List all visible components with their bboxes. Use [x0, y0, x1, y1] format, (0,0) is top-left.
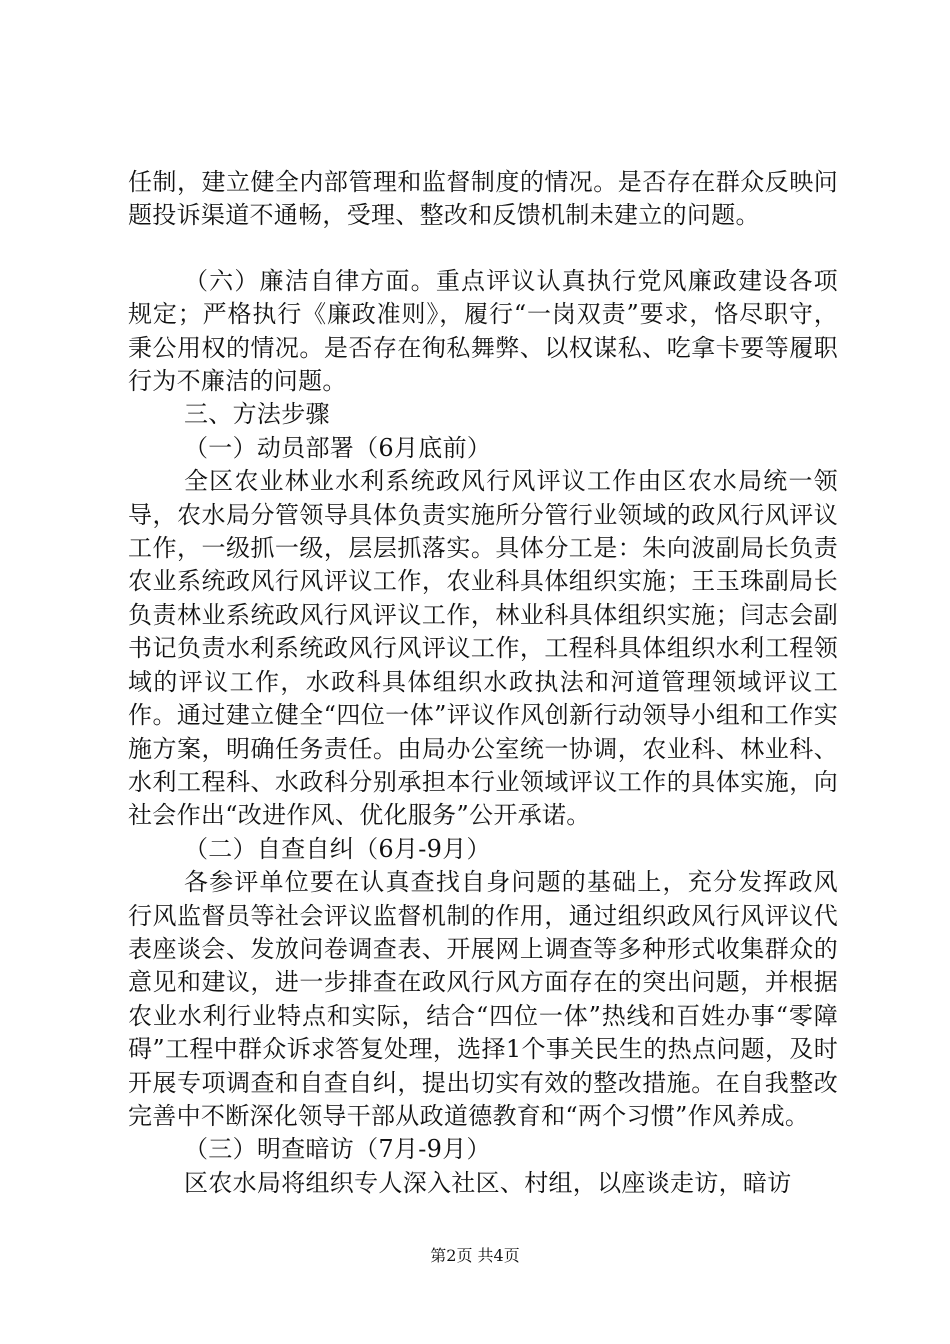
- subheading-mobilization: （一）动员部署（6月底前）: [184, 433, 492, 462]
- page-footer: 第2页 共4页: [430, 1246, 520, 1265]
- document-body: [128, 166, 838, 1200]
- section-heading-methods-steps: 三、方法步骤: [184, 400, 330, 429]
- paragraph-open-secret-inspection: 区农水局将组织专人深入社区、村组，以座谈走访，暗访: [184, 1168, 792, 1197]
- paragraph-responsibility-system: 任制，建立健全内部管理和监督制度的情况。是否存在群众反映问题投诉渠道不通畅，受理、整改和反馈机制未建立的问题。: [128, 168, 838, 230]
- paragraph-mobilization: 全区农业林业水利系统政风行风评议工作由区农水局统一领导，农水局分管领导具体负责实施所分管行业领域的政风行风评议工作，一级抓一级，层层抓落实。具体分工是：朱向波副局长负责农业系统政风行风评议工作，农业科具体组织实施；王玉珠副局长负责林业系统政风行风评议工作，林业科具体组织实施；闫志会副书记负责水利系统政风行风评议工作，工程科具体组织水利工程领域的评议工作，水政科具体组织水政执法和河道管理领域评议工作。通过建立健全“四位一体”评议作风创新行动领导小组和工作实施方案，明确任务责任。由局办公室统一协调，农业科、林业科、水利工程科、水政科分别承担本行业领域评议工作的具体实施，向社会作出“改进作风、优化服务”公开承诺。: [128, 467, 838, 830]
- subheading-self-inspection: （二）自查自纠（6月-9月）: [184, 834, 491, 863]
- paragraph-self-inspection: 各参评单位要在认真查找自身问题的基础上，充分发挥政风行风监督员等社会评议监督机制的作用，通过组织政风行风评议代表座谈会、发放问卷调查表、开展网上调查等多种形式收集群众的意见和建议，进一步排查在政风行风方面存在的突出问题，并根据农业水利行业特点和实际，结合“四位一体”热线和百姓办事“零障碍”工程中群众诉求答复处理，选择1个事关民生的热点问题，及时开展专项调查和自查自纠，提出切实有效的整改措施。在自我整改完善中不断深化领导干部从政道德教育和“两个习惯”作风养成。: [128, 868, 838, 1130]
- subheading-open-secret-inspection: （三）明查暗访（7月-9月）: [184, 1135, 491, 1164]
- paragraph-integrity-self-discipline: （六）廉洁自律方面。重点评议认真执行党风廉政建设各项规定；严格执行《廉政准则》，履行“一岗双责”要求，恪尽职守，秉公用权的情况。是否存在徇私舞弊、以权谋私、吃拿卡要等履职行为不廉洁的问题。: [128, 266, 838, 396]
